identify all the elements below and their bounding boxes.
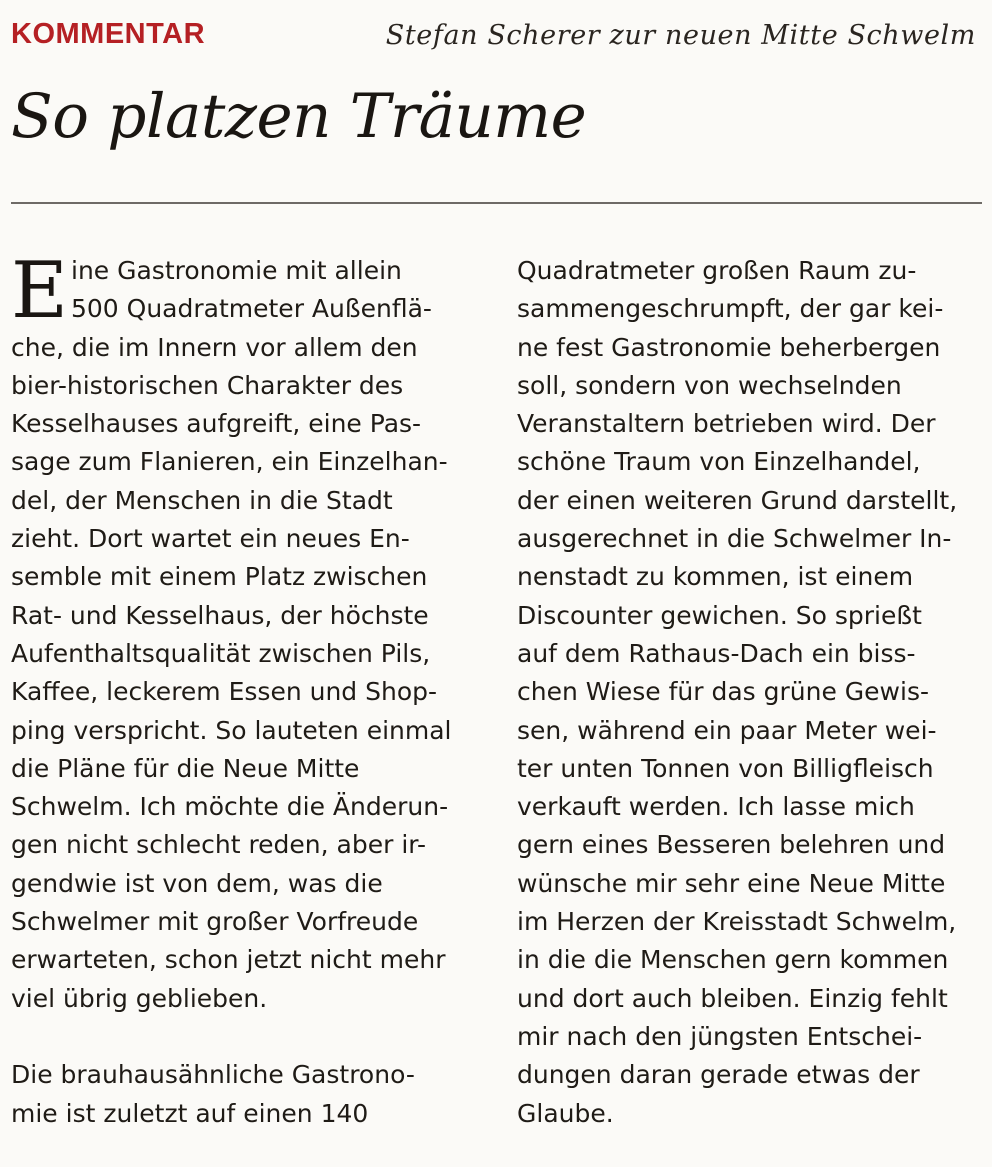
text-line: Rat- und Kesselhaus, der höchste [11, 600, 429, 630]
text-line: chen Wiese für das grüne Gewis- [517, 677, 929, 707]
text-line: Schwelm. Ich möchte die Änderun- [11, 792, 449, 822]
article-column-right [517, 252, 987, 1133]
text-line: verkauft werden. Ich lasse mich [517, 792, 915, 822]
text-line: 500 Quadratmeter Außenflä- [71, 294, 432, 324]
text-line: bier-historischen Charakter des [11, 370, 404, 400]
text-line: schöne Traum von Einzelhandel, [517, 447, 921, 477]
text-line: sage zum Flanieren, ein Einzelhan- [11, 447, 448, 477]
text-line: gendwie ist von dem, was die [11, 868, 383, 898]
text-line: ter unten Tonnen von Billigfleisch [517, 753, 934, 783]
text-line: Quadratmeter großen Raum zu- [517, 256, 917, 285]
text-line: Veranstaltern betrieben wird. Der [517, 409, 936, 439]
drop-cap: E [11, 246, 68, 336]
text-line: Die brauhausähnliche Gastrono- [11, 1060, 415, 1090]
text-line: Kaffee, leckerem Essen und Shop- [11, 677, 438, 707]
section-kicker: KOMMENTAR [11, 18, 206, 50]
text-line: auf dem Rathaus-Dach ein biss- [517, 638, 916, 668]
text-line: ine Gastronomie mit allein [71, 256, 402, 285]
text-line: in die die Menschen gern kommen [517, 945, 949, 975]
paragraph-gap [11, 1018, 491, 1056]
text-line: ne fest Gastronomie beherbergen [517, 332, 941, 362]
text-line: zieht. Dort wartet ein neues En- [11, 524, 410, 554]
text-line: gen nicht schlecht reden, aber ir- [11, 830, 426, 860]
text-line: mir nach den jüngsten Entschei- [517, 1021, 923, 1051]
text-line: Kesselhauses aufgreift, eine Pas- [11, 409, 422, 439]
text-line: erwarteten, schon jetzt nicht mehr [11, 945, 446, 975]
text-line: semble mit einem Platz zwischen [11, 562, 428, 592]
text-line: mie ist zuletzt auf einen 140 [11, 1098, 369, 1128]
text-line: dungen daran gerade etwas der [517, 1060, 920, 1090]
text-line: ping verspricht. So lauteten einmal [11, 715, 452, 745]
text-line: che, die im Innern vor allem den [11, 332, 418, 362]
article-column-left [11, 246, 491, 1133]
text-line: Discounter gewichen. So sprießt [517, 600, 922, 630]
text-line: nenstadt zu kommen, ist einem [517, 562, 914, 592]
text-line: die Pläne für die Neue Mitte [11, 753, 360, 783]
text-line: Glaube. [517, 1098, 614, 1128]
author-byline: Stefan Scherer zur neuen Mitte Schwelm [385, 20, 976, 51]
text-line: del, der Menschen in die Stadt [11, 485, 393, 515]
text-line: soll, sondern von wechselnden [517, 370, 902, 400]
headline-divider [11, 202, 982, 204]
text-line: wünsche mir sehr eine Neue Mitte [517, 868, 946, 898]
text-line: sammengeschrumpft, der gar kei- [517, 294, 944, 324]
text-line: Aufenthaltsqualität zwischen Pils, [11, 638, 431, 668]
text-line: viel übrig geblieben. [11, 983, 268, 1013]
text-line: gern eines Besseren belehren und [517, 830, 946, 860]
text-line: Schwelmer mit großer Vorfreude [11, 907, 419, 937]
article-headline: So platzen Träume [11, 81, 587, 152]
text-line: im Herzen der Kreisstadt Schwelm, [517, 907, 957, 937]
text-line: ausgerechnet in die Schwelmer In- [517, 524, 952, 554]
text-line: der einen weiteren Grund darstellt, [517, 485, 958, 515]
text-line: sen, während ein paar Meter wei- [517, 715, 937, 745]
text-line: und dort auch bleiben. Einzig fehlt [517, 983, 948, 1013]
